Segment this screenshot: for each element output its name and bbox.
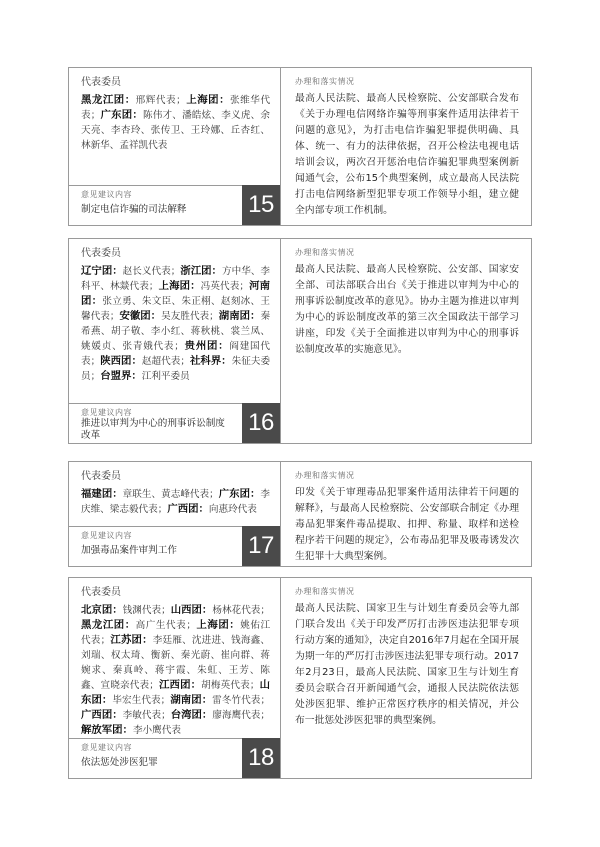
suggestion-card-17 bbox=[68, 461, 532, 567]
delegates-list bbox=[81, 487, 270, 517]
implementation-label: 办理和落实情况 bbox=[295, 77, 355, 86]
suggestion-section bbox=[69, 526, 280, 566]
delegation-name: 上海团： bbox=[185, 94, 231, 106]
card-right-column bbox=[281, 68, 531, 225]
delegation-name: 广东团： bbox=[218, 488, 261, 500]
implementation-label: 办理和落实情况 bbox=[295, 248, 355, 257]
delegates-list bbox=[81, 603, 270, 738]
card-right-column bbox=[281, 462, 531, 566]
delegation-name: 河南团： bbox=[81, 280, 271, 307]
delegation-name: 广西团： bbox=[81, 709, 123, 721]
item-number-badge: 17 bbox=[242, 526, 280, 566]
delegation-name: 山西团： bbox=[170, 604, 213, 616]
delegate-names: 向惠玲代表 bbox=[208, 504, 257, 515]
suggestion-card-16 bbox=[68, 238, 532, 444]
card-left-column bbox=[69, 462, 281, 566]
delegation-name: 安徽团： bbox=[119, 310, 162, 322]
delegation-name: 台盟界： bbox=[100, 370, 142, 382]
delegate-names: 吴友胜代表； bbox=[161, 311, 219, 322]
delegate-names: 雷冬竹代表； bbox=[212, 695, 271, 706]
suggestion-label: 意见建议内容 bbox=[81, 531, 132, 540]
item-number-badge: 16 bbox=[242, 403, 280, 443]
delegate-names: 赵超代表； bbox=[141, 356, 190, 367]
delegate-names: 胡梅英代表； bbox=[201, 680, 260, 691]
item-number-badge: 15 bbox=[242, 185, 280, 225]
delegates-list bbox=[81, 264, 270, 384]
delegation-name: 解放军团： bbox=[81, 724, 133, 736]
implementation-text: 最高人民法院、最高人民检察院、公安部联合发布《关于办理电信网络诈骗等刑事案件适用法律若干问题的意见》，为打击电信诈骗犯罪提供明确、具体、统一、有力的法律依据，召开公检法电视电话培训会议，两次召开惩治电信诈骗犯罪典型案例新闻通气会，公布15个典型案例，成立最高人民法院打击电信网络新型犯罪专项工作领导小组，建立健全内部专项工作机制。 bbox=[295, 93, 519, 216]
delegation-name: 社科界： bbox=[189, 355, 232, 367]
card-left-column bbox=[69, 239, 281, 443]
delegation-name: 江苏团： bbox=[110, 634, 153, 646]
suggestion-section bbox=[69, 403, 280, 443]
suggestion-card-18 bbox=[68, 577, 532, 779]
suggestion-label: 意见建议内容 bbox=[81, 190, 132, 199]
suggestion-label: 意见建议内容 bbox=[81, 743, 132, 752]
delegation-name: 上海团： bbox=[158, 280, 201, 292]
suggestion-title: 推进以审判为中心的刑事诉讼制度改革 bbox=[81, 418, 225, 441]
suggestion-card-15 bbox=[68, 67, 532, 226]
delegation-name: 湖南团： bbox=[170, 694, 213, 706]
suggestion-title: 制定电信诈骗的司法解释 bbox=[81, 204, 187, 215]
suggestion-section bbox=[69, 738, 280, 778]
delegates-section bbox=[69, 68, 280, 153]
delegates-list bbox=[81, 93, 270, 153]
delegation-name: 台湾团： bbox=[170, 709, 213, 721]
delegate-names: 朱征夫委员； bbox=[81, 356, 271, 382]
implementation-text: 最高人民法院、最高人民检察院、公安部、国家安全部、司法部联合出台《关于推进以审判为中心的刑事诉讼制度改革的意见》。协办主题为推进以审判为中心的诉讼制度改革的第三次全国政法干部学习讲座，印发《关于全面推进以审判为中心的刑事诉讼制度改革的实施意见》。 bbox=[295, 264, 519, 355]
delegates-section bbox=[69, 462, 280, 517]
suggestion-section bbox=[69, 185, 280, 225]
suggestion-title: 加强毒品案件审判工作 bbox=[81, 545, 177, 556]
delegate-names: 杨林花代表； bbox=[212, 605, 271, 616]
delegation-name: 辽宁团： bbox=[81, 265, 123, 277]
delegate-names: 李小鹰代表 bbox=[132, 725, 181, 736]
delegate-names: 钱渊代表； bbox=[122, 605, 171, 616]
delegate-names: 江利平委员 bbox=[141, 371, 190, 382]
delegates-label: 代表委员 bbox=[81, 248, 121, 259]
implementation-text: 印发《关于审理毒品犯罪案件适用法律若干问题的解释》，与最高人民检察院、公安部联合制定《办理毒品犯罪案件毒品提取、扣押、称量、取样和送检程序若干问题的规定》，公布毒品犯罪及吸毒诱发次生犯罪十大典型案例。 bbox=[295, 487, 519, 562]
delegation-name: 贵州团： bbox=[183, 340, 230, 352]
implementation-label: 办理和落实情况 bbox=[295, 587, 355, 596]
implementation-label: 办理和落实情况 bbox=[295, 471, 355, 480]
delegates-label: 代表委员 bbox=[81, 587, 121, 598]
delegation-name: 湖南团： bbox=[218, 310, 261, 322]
delegate-names: 阎建国代表； bbox=[81, 341, 271, 367]
delegate-names: 李廷雁、沈进进、钱海鑫、刘瑞、权太琦、衡新、秦光蔚、崔向群、蒋婉求、秦真岭、蒋宇霞、朱虹、王芳、陈鑫、宣晓亲代表； bbox=[81, 635, 271, 691]
delegate-names: 张立勇、朱文臣、朱正栩、赵刻冰、王馨代表； bbox=[81, 296, 271, 322]
delegate-names: 毕宏生代表； bbox=[112, 695, 171, 706]
delegation-name: 广西团： bbox=[167, 503, 209, 515]
card-right-column bbox=[281, 578, 531, 778]
delegates-section bbox=[69, 578, 280, 738]
delegate-names: 冯英代表； bbox=[200, 281, 250, 292]
delegate-names: 姚佑江代表； bbox=[81, 620, 271, 646]
delegate-names: 李敏代表； bbox=[122, 710, 171, 721]
card-right-column bbox=[281, 239, 531, 443]
delegation-name: 广东团： bbox=[100, 109, 143, 121]
delegate-names: 陈伟才、潘皓炫、李义虎、余天亮、李杏玲、张传卫、王玲娜、丘杏红、林新华、孟祥凯代表 bbox=[81, 110, 271, 151]
delegation-name: 黑龙江团： bbox=[81, 94, 136, 106]
suggestion-label: 意见建议内容 bbox=[81, 408, 132, 417]
delegation-name: 山东团： bbox=[81, 679, 271, 706]
delegation-name: 北京团： bbox=[81, 604, 123, 616]
delegate-names: 张维华代表； bbox=[81, 95, 271, 121]
delegates-label: 代表委员 bbox=[81, 77, 121, 88]
delegates-section bbox=[69, 239, 280, 384]
implementation-text: 最高人民法院、国家卫生与计划生育委员会等九部门联合发出《关于印发严厉打击涉医违法犯罪专项行动方案的通知》，决定自2016年7月起在全国开展为期一年的严厉打击涉医违法犯罪专项行动。2017年2月23日，最高人民法院、国家卫生与计划生育委员会联合召开新闻通气会，通报人民法院依法惩处涉医犯罪、维护正常医疗秩序的相关情况，并公布一批惩处涉医犯罪的典型案例。 bbox=[295, 603, 519, 726]
delegation-name: 江西团： bbox=[158, 679, 202, 691]
delegate-names: 李庆维、梁志毅代表； bbox=[81, 489, 271, 515]
delegate-names: 廖海鹰代表； bbox=[212, 710, 271, 721]
suggestion-title: 依法惩处涉医犯罪 bbox=[81, 757, 158, 768]
delegate-names: 赵长义代表； bbox=[122, 266, 181, 277]
delegates-label: 代表委员 bbox=[81, 471, 121, 482]
delegation-name: 上海团： bbox=[195, 619, 241, 631]
delegate-names: 秦希燕、胡子敬、李小红、蒋秋桃、裳兰凤、姚媛贞、张青娥代表； bbox=[81, 311, 271, 352]
delegation-name: 陕西团： bbox=[100, 355, 142, 367]
item-number-badge: 18 bbox=[242, 738, 280, 778]
card-left-column bbox=[69, 578, 281, 778]
delegate-names: 高广生代表； bbox=[135, 620, 196, 631]
delegate-names: 方中华、李科平、林燚代表； bbox=[81, 266, 271, 292]
delegation-name: 黑龙江团： bbox=[81, 619, 136, 631]
delegation-name: 福建团： bbox=[81, 488, 123, 500]
card-left-column bbox=[69, 68, 281, 225]
delegate-names: 邢辉代表； bbox=[135, 95, 186, 106]
delegate-names: 章联生、黄志峰代表； bbox=[122, 489, 219, 500]
delegation-name: 浙江团： bbox=[180, 265, 222, 277]
